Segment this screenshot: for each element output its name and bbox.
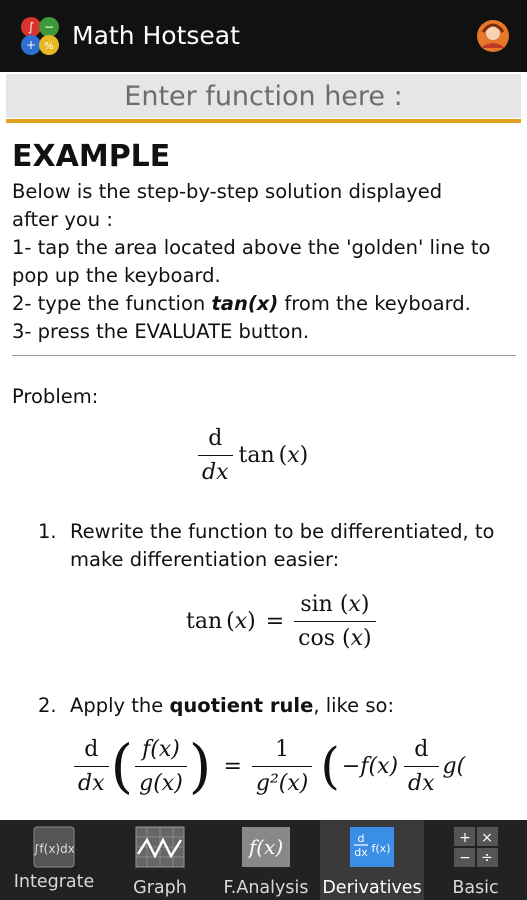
problem-label: Problem: [12,385,99,408]
svg-text:−: − [43,20,55,34]
svg-text:f(x): f(x) [371,842,391,855]
step-2-text: Apply the quotient rule, like so: [70,694,395,717]
math-symbols-logo-icon[interactable] [18,14,62,58]
example-title: EXAMPLE [12,139,171,174]
svg-text:∫f(x)dx: ∫f(x)dx [33,842,75,856]
example-instructions [12,178,522,346]
example-function-name: tan(x) [211,292,279,315]
nav-item-f-analysis[interactable]: f(x) F.Analysis [212,820,320,900]
svg-text:×: × [480,830,493,846]
derivative-icon [349,826,395,868]
nav-item-basic[interactable]: + × − ÷ Basic [424,820,527,900]
svg-text:dx: dx [354,846,368,859]
step-1: 1. Rewrite the function to be differentiated, to make differentiation easier: [38,518,518,578]
solution-content[interactable] [0,124,527,820]
svg-text:÷: ÷ [480,850,493,866]
svg-text:%: % [44,41,54,52]
divider [12,355,516,356]
instruction-line: 1- tap the area located above the 'golden' line to [12,236,491,259]
app-title: Math Hotseat [72,21,240,50]
instruction-line: pop up the keyboard. [12,264,221,287]
instruction-line: after you : [12,208,113,231]
step-1-equation: tan (𝑥) = $\frac{\text{sin (𝑥)}}{\text{cos (𝑥)}}$ [186,592,376,651]
svg-text:∫: ∫ [27,20,35,34]
sin-over-cos: $\frac{\text{sin (𝑥)}}{\text{cos (𝑥)}}$ [294,592,375,651]
instruction-line: Below is the step-by-step solution displayed [12,180,443,203]
nav-item-derivatives[interactable]: d dx f(x) Derivatives [320,820,424,900]
profile-avatar-icon[interactable] [473,16,513,56]
instruction-line: 3- press the EVALUATE button. [12,320,310,343]
svg-text:+: + [25,38,37,52]
step-2: 2. Apply the quotient rule, like so: [38,692,518,722]
step-1-text: Rewrite the function to be differentiated, to make differentiation easier: [70,520,495,571]
svg-text:f(x): f(x) [248,835,284,859]
calculator-icon [453,826,499,868]
integral-icon [33,826,75,868]
graph-icon [135,826,185,868]
function-fx-icon [241,826,291,868]
derivative-operator: $\frac{d}{dx}$ [198,426,233,485]
nav-item-integrate[interactable]: ∫f(x)dx Integrate [0,820,108,900]
svg-text:−: − [458,850,471,866]
function-input[interactable] [6,74,521,118]
quotient-rule-equation: $\frac{d}{dx}$ ( $\frac{f(x)}{g(x)}$ ) = $\frac{1}{\text{g²(x)}}$ ( −f(x) $\frac{d}{dx}$ g( [74,736,465,796]
svg-text:d: d [357,832,365,845]
svg-text:+: + [458,830,471,846]
problem-equation: $\frac{d}{dx}$ tan (𝑥) [198,426,308,485]
instruction-line: 2- type the function tan(x) from the keyboard. [12,292,471,315]
bottom-nav [0,820,527,900]
nav-item-graph[interactable]: Graph [108,820,212,900]
app-bar [0,0,527,72]
golden-line [6,119,521,123]
